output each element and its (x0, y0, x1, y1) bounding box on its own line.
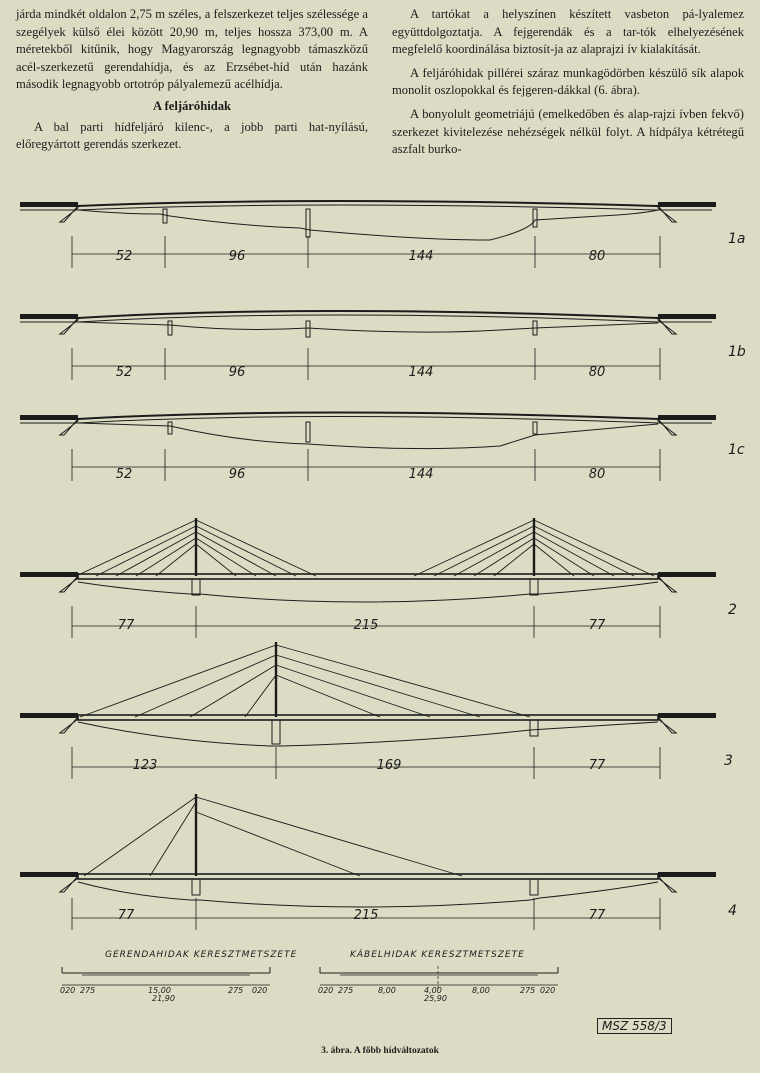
left-abutment (60, 717, 78, 733)
stay-cable (276, 675, 380, 717)
left-abutment (60, 876, 78, 892)
section-dim: 275 (338, 986, 354, 995)
section-heading: A feljáróhidak (152, 98, 232, 113)
stay-cable (414, 520, 534, 576)
span-dim: 80 (588, 467, 606, 482)
left-approach (20, 202, 78, 207)
girder-soffit (78, 322, 658, 332)
span-dim: 77 (588, 908, 606, 923)
pier (533, 209, 537, 227)
section-dim: 020 (252, 986, 268, 995)
pier (192, 879, 200, 895)
left-approach (20, 415, 78, 420)
deck-top (20, 413, 712, 420)
variant-label-3: 3 (724, 753, 733, 769)
pier (306, 209, 310, 237)
right-approach (658, 572, 716, 577)
span-dim: 77 (117, 908, 135, 923)
section-dim: 020 (540, 986, 556, 995)
section-dim: 8,00 (378, 986, 396, 995)
stay-cable (276, 645, 530, 717)
stay-cable (276, 665, 430, 717)
span-dim: 144 (408, 467, 434, 482)
left-abutment (60, 419, 78, 435)
pier (306, 422, 310, 442)
section-dim: 275 (520, 986, 536, 995)
span-dim: 169 (376, 758, 402, 773)
left-approach (20, 872, 78, 877)
right-abutment (658, 206, 676, 222)
pier (530, 579, 538, 595)
stay-cable (84, 797, 196, 876)
span-dim: 52 (115, 467, 133, 482)
section-dim: 275 (228, 986, 244, 995)
stay-cable (434, 526, 534, 576)
span-dim: 80 (588, 249, 606, 264)
standard-stamp: MSZ 558/3 (597, 1018, 672, 1034)
pier (168, 422, 172, 434)
stay-cable (80, 645, 276, 717)
span-dim: 52 (115, 249, 133, 264)
right-abutment (658, 318, 676, 334)
right-abutment (658, 717, 676, 733)
pier (163, 209, 167, 223)
section-dim: 020 (318, 986, 334, 995)
right-approach (658, 314, 716, 319)
deck (78, 574, 658, 579)
stay-cable (196, 526, 296, 576)
variant-label-1b: 1b (728, 344, 746, 360)
right-abutment (658, 419, 676, 435)
section-dim: 8,00 (472, 986, 490, 995)
figure-caption: 3. ábra. A főbb hídváltozatok (321, 1046, 439, 1056)
right-abutment (658, 876, 676, 892)
left-abutment (60, 206, 78, 222)
left-paragraph-1: járda mindkét oldalon 2,75 m széles, a felszerkezet teljes szélessége a szegélyek külső élei között 20,90 m, teljes hossza 373,00 m. A méretekből kitűnik, hogy Magyarország legnagyobb támaszközű acél-szerkezetű gerendahídja, és az Erzsébet-híd után hazánk második legnagyobb ortotróp pályalemezű acélhídja. (16, 7, 368, 92)
stay-cable (76, 520, 196, 576)
right-approach (658, 872, 716, 877)
span-dim: 144 (408, 249, 434, 264)
section-dim: 15,00 (148, 986, 171, 995)
pier (530, 879, 538, 895)
variant-label-1a: 1a (728, 231, 746, 247)
right-approach (658, 202, 716, 207)
left-approach (20, 314, 78, 319)
deck (78, 874, 658, 879)
span-dim: 123 (132, 758, 158, 773)
span-dim: 96 (228, 365, 246, 380)
span-dim: 77 (588, 758, 606, 773)
stay-cable (96, 526, 196, 576)
span-dim: 52 (115, 365, 133, 380)
deck-top (20, 311, 712, 318)
girder-soffit (78, 423, 658, 449)
pier (530, 720, 538, 736)
left-abutment (60, 576, 78, 592)
right-paragraph-1: A tartókat a helyszínen készített vasbeton pá-lyalemez együttdolgoztatja. A fejgerendák és a tar-tók elhelyezésének megfelelő koordinálása biztosít-ja az alaprajzi ív kialakítását. (392, 7, 744, 57)
pier (272, 720, 280, 744)
span-dim: 215 (353, 908, 379, 923)
stay-cable (534, 520, 654, 576)
right-approach (658, 415, 716, 420)
left-approach (20, 713, 78, 718)
right-paragraph-3: A bonyolult geometriájú (emelkedőben és alap-rajzi ívben fekvő) szerkezet kivitelezése nehézségek nélkül folyt. A hídpálya kétrétegű aszfalt burko- (392, 106, 744, 157)
pier (168, 321, 172, 335)
pier (533, 422, 537, 434)
beam-section-title: GERENDAHIDAK KERESZTMETSZETE (105, 950, 298, 960)
right-approach (658, 713, 716, 718)
stay-cable (190, 665, 276, 717)
variant-label-1c: 1c (728, 442, 745, 458)
span-dim: 144 (408, 365, 434, 380)
section-dim: 4,00 (424, 986, 442, 995)
girder-soffit (78, 882, 658, 907)
right-column (392, 6, 744, 159)
variant-label-4: 4 (728, 903, 737, 919)
girder-soffit (78, 722, 658, 746)
pier (192, 579, 200, 595)
left-abutment (60, 318, 78, 334)
girder-soffit (78, 582, 658, 602)
bridge-drawings (0, 190, 760, 1060)
stay-cable (196, 520, 316, 576)
left-approach (20, 572, 78, 577)
span-dim: 77 (588, 618, 606, 633)
pier (306, 321, 310, 337)
deck-bottom (20, 205, 712, 210)
girder-soffit (78, 210, 658, 240)
section-total: 21,90 (152, 994, 175, 1003)
deck (78, 715, 658, 720)
variant-label-2: 2 (728, 602, 737, 618)
section-total: 25,90 (424, 994, 447, 1003)
span-dim: 77 (117, 618, 135, 633)
right-abutment (658, 576, 676, 592)
left-column (16, 6, 368, 154)
span-dim: 215 (353, 618, 379, 633)
bridge-variants-figure (0, 190, 760, 1060)
left-paragraph-2: A bal parti hídfeljáró kilenc-, a jobb parti hat-nyílású, előregyártott gerendás szerkezet. (16, 119, 368, 152)
stay-cable (276, 655, 480, 717)
right-paragraph-2: A feljáróhidak pillérei száraz munkagödörben készülő sík alapok monolit oszlopokkal és fejgeren-dákkal (6. ábra). (392, 65, 744, 98)
span-dim: 96 (228, 467, 246, 482)
cable-section-title: KÁBELHIDAK KERESZTMETSZETE (350, 950, 525, 960)
section-dim: 275 (80, 986, 96, 995)
span-dim: 96 (228, 249, 246, 264)
span-dim: 80 (588, 365, 606, 380)
stay-cable (534, 526, 634, 576)
section-dim: 020 (60, 986, 76, 995)
